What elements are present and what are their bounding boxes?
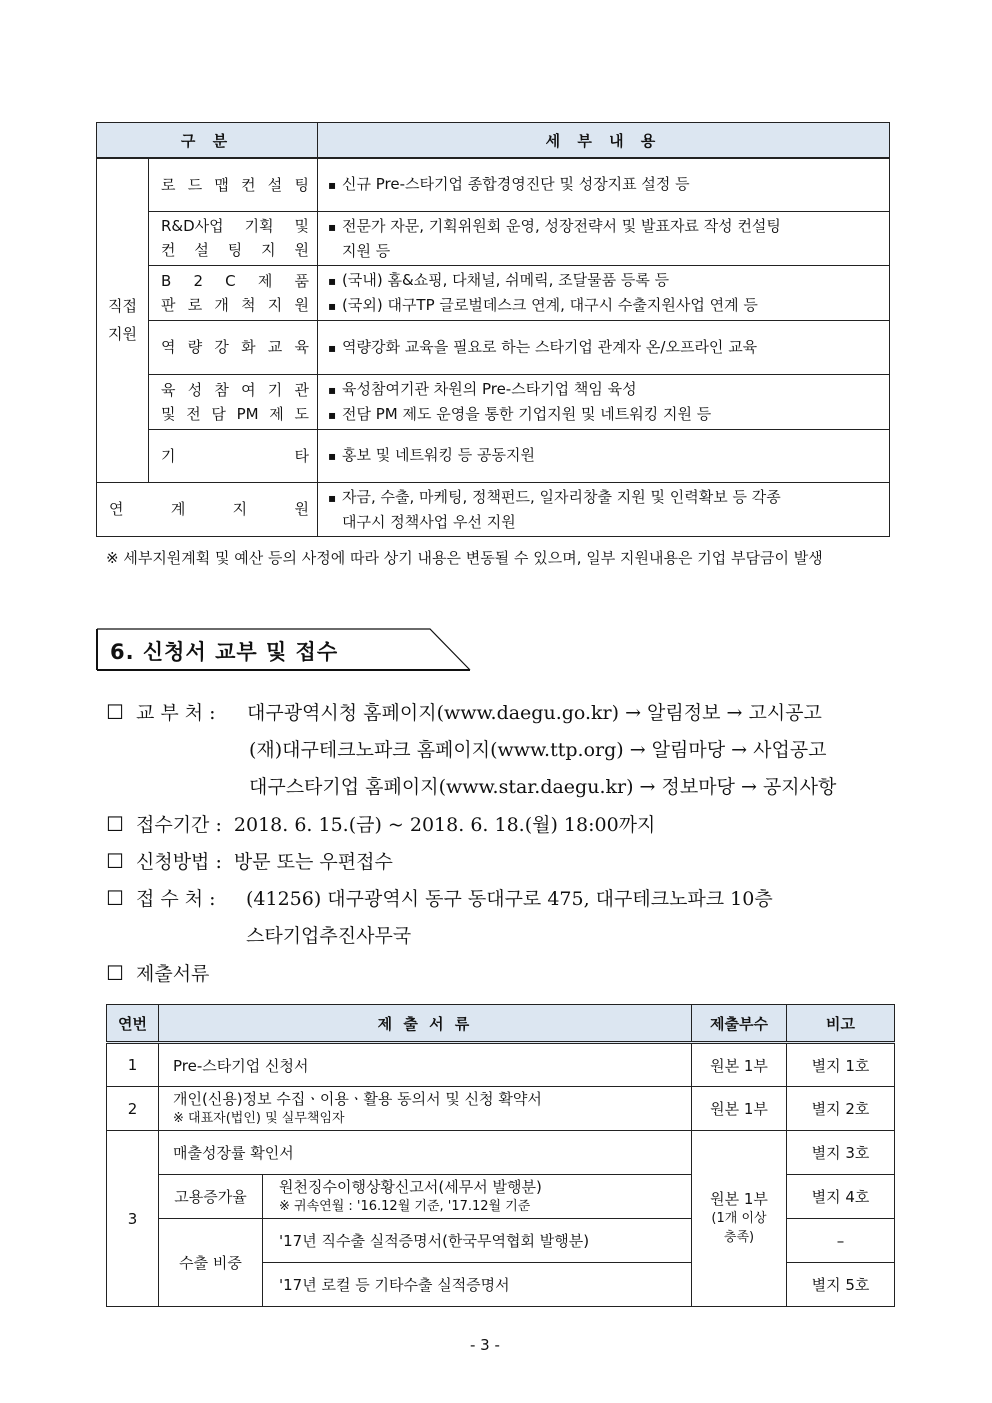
- header-doc: 제 출 서 류: [159, 1005, 692, 1043]
- docs-table: [106, 1004, 895, 1307]
- direct-support-label: 직접 지원: [97, 158, 149, 482]
- budget-note: ※ 세부지원계획 및 예산 등의 사정에 따라 상기 내용은 변동될 수 있으며, 일부 지원내용은 기업 부담금이 발생: [106, 549, 823, 567]
- method-row: [106, 847, 393, 874]
- table-row: '17년 로컬 등 기타수출 실적증명서 별지 5호: [107, 1263, 895, 1307]
- support-table: [96, 122, 890, 537]
- place-row: [106, 884, 216, 911]
- row-item: 육 성 참 여 기 관 및 전 담 PM 제 도: [149, 374, 318, 429]
- table-row: 1 Pre-스타기업 신청서 원본 1부 별지 1호: [107, 1043, 895, 1087]
- row-item: 역 량 강 화 교 육: [149, 320, 318, 374]
- row-details: ▪ 홍보 및 네트워킹 등 공동지원: [318, 429, 890, 482]
- row-details: ▪ 역량강화 교육을 필요로 하는 스타기업 관계자 온/오프라인 교육: [318, 320, 890, 374]
- header-no: 연번: [107, 1005, 159, 1043]
- section-title: 6. 신청서 교부 및 접수: [110, 640, 339, 664]
- table-row: 수출 비중 '17년 직수출 실적증명서(한국무역협회 발행분) –: [107, 1219, 895, 1263]
- row-item: 로 드 맵 컨 설 팅: [149, 158, 318, 211]
- method-value: 방문 또는 우편접수: [233, 851, 393, 873]
- checkbox-icon: ☐: [106, 812, 124, 836]
- row-details: ▪ (국내) 홈&쇼핑, 다채널, 쉬메릭, 조달물품 등록 등 ▪ (국외) 대구TP 글로벌데스크 연계, 대구시 수출지원사업 연계 등: [318, 265, 890, 320]
- linked-support-label: 연 계 지 원: [97, 482, 318, 536]
- period-label: 접수기간 :: [135, 814, 222, 836]
- docs-row: [106, 959, 209, 986]
- issue-line-3: 대구스타기업 홈페이지(www.star.daegu.kr) → 정보마당 → 공지사항: [249, 776, 837, 798]
- method-label: 신청방법 :: [135, 851, 222, 873]
- row-item: B 2 C 제 품 판 로 개 척 지 원: [149, 265, 318, 320]
- checkbox-icon: ☐: [106, 961, 124, 985]
- issue-line-2: (재)대구테크노파크 홈페이지(www.ttp.org) → 알림마당 → 사업공고: [249, 739, 827, 761]
- row-details: ▪ 육성참여기관 차원의 Pre-스타기업 책임 육성 ▪ 전담 PM 제도 운영을 통한 기업지원 및 네트워킹 지원 등: [318, 374, 890, 429]
- table-row: 3 매출성장률 확인서 원본 1부 (1개 이상 충족) 별지 3호: [107, 1131, 895, 1175]
- row-item: R&D사업 기획 및 컨 설 팅 지 원: [149, 211, 318, 265]
- header-copies: 제출부수: [692, 1005, 787, 1043]
- table-row: 고용증가율 원천징수이행상황신고서(세무서 발행분) ※ 귀속연월 : '16.12월 기준, '17.12월 기준 별지 4호: [107, 1175, 895, 1219]
- header-category: 구 분: [97, 123, 318, 159]
- place-line-2: 스타기업추진사무국: [246, 925, 412, 947]
- docs-label: 제출서류: [135, 963, 210, 985]
- checkbox-icon: ☐: [106, 700, 124, 724]
- row-item: 기 타: [149, 429, 318, 482]
- header-details: 세 부 내 용: [318, 123, 890, 159]
- period-value: 2018. 6. 15.(금) ~ 2018. 6. 18.(월) 18:00까지: [233, 814, 656, 836]
- issue-label: 교 부 처 :: [135, 702, 216, 724]
- place-line-1: (41256) 대구광역시 동구 동대구로 475, 대구테크노파크 10층: [246, 888, 773, 910]
- page-number: - 3 -: [470, 1336, 500, 1354]
- issue-line-1: 대구광역시청 홈페이지(www.daegu.go.kr) → 알림정보 → 고시공고: [247, 702, 822, 724]
- header-note: 비고: [787, 1005, 895, 1043]
- row-details: ▪ 전문가 자문, 기획위원회 운영, 성장전략서 및 발표자료 작성 컨설팅 지원 등: [318, 211, 890, 265]
- linked-support-details: ▪ 자금, 수출, 마케팅, 정책펀드, 일자리창출 지원 및 인력확보 등 각종 대구시 정책사업 우선 지원: [318, 482, 890, 536]
- table-row: 2 개인(신용)정보 수집ㆍ이용ㆍ활용 동의서 및 신청 확약서 ※ 대표자(법인) 및 실무책임자 원본 1부 별지 2호: [107, 1087, 895, 1131]
- checkbox-icon: ☐: [106, 849, 124, 873]
- checkbox-icon: ☐: [106, 886, 124, 910]
- issue-row: [106, 698, 216, 725]
- row-details: ▪ 신규 Pre-스타기업 종합경영진단 및 성장지표 설정 등: [318, 158, 890, 211]
- period-row: [106, 810, 655, 837]
- place-label: 접 수 처 :: [135, 888, 216, 910]
